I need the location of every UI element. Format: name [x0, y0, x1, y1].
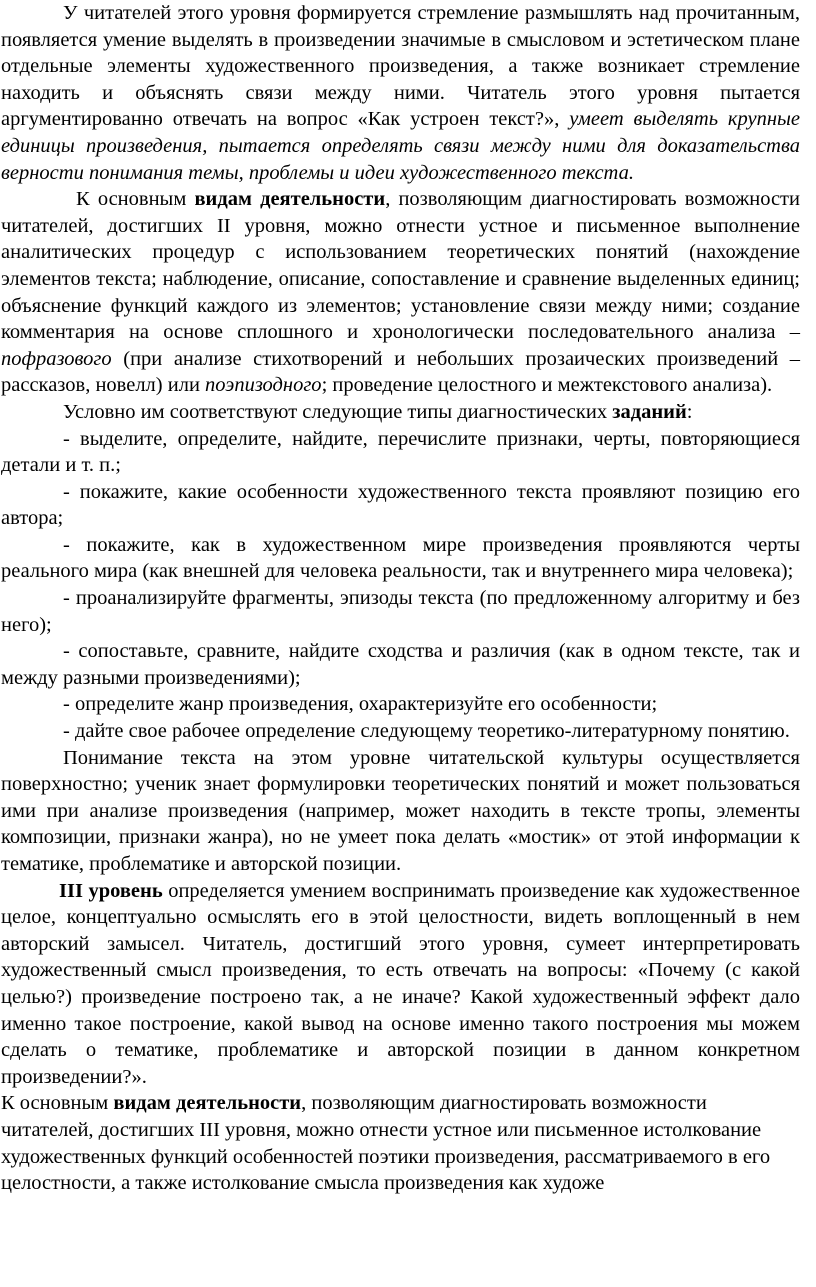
bold-term: видам деятельности [113, 1092, 302, 1115]
paragraph-task-intro: Условно им соответствуют следующие типы диагностических заданий: [63, 400, 693, 423]
task-item: - покажите, какие особенности художественного текста проявляют позицию его автора; [1, 480, 800, 530]
task-item: - дайте свое рабочее определение следующему теоретико-литературному понятию. [63, 720, 790, 743]
italic-phrase: умеет выделять крупные единицы произведения, пытается определять связи между ними для доказательства верности понимания темы, проблемы и идеи художественного текста. [1, 108, 800, 184]
italic-term: поэпизодного [205, 374, 322, 397]
paragraph-understanding: Понимание текста на этом уровне читательской культуры осуществляется поверхностно; ученик знает формулировки теоретических понятий и может пользоваться ими при анализе произведения (например, может находить в тексте тропы, элементы композиции, признаки жанра), но не умеет пока делать «мостик» от этой информации к тематике, проблематике и авторской позиции. [1, 746, 800, 875]
bold-term: видам деятельности [194, 188, 386, 211]
italic-term: пофразового [1, 347, 112, 370]
task-item: - проанализируйте фрагменты, эпизоды текста (по предложенному алгоритму и без него); [1, 587, 800, 636]
bold-heading: III уровень [59, 879, 163, 902]
paragraph-level3: III уровень определяется умением воспринимать произведение как художественное целое, концептуально осмыслять его в этой целостности, видеть воплощенный в нем авторский замысел. Читатель, достигший этого уровня, сумеет интерпретировать художественный смысл произведения, то есть отвечать на вопросы: «Почему (с какой целью?) произведение построено так, а не иначе? Какой художественный эффект дало именно такое построение, какой вывод на основе именно такого построения мы можем сделать о тематике, проблематике и авторской позиции в данном конкретном произведении?». [1, 879, 800, 1088]
paragraph-level3-activities: К основным видам деятельности, позволяющим диагностировать возможности читателей, достигших III уровня, можно отнести устное или письменное истолкование художественных функций особенностей поэтики произведения, рассматриваемого в его целостности, а также истолкование смысла произведения как художе [1, 1092, 771, 1195]
paragraph-level2-description: У читателей этого уровня формируется стремление размышлять над прочитанным, появляется умение выделять в произведении значимые в смысловом и эстетическом плане отдельные элементы художественного произведения, а также возникает стремление находить и объяснять связи между ними. Читатель этого уровня пытается аргументированно отвечать на вопрос «Как устроен текст?», умеет выделять крупные единицы произведения, пытается определять связи между ними для доказательства верности понимания темы, проблемы и идеи художественного текста. [1, 2, 800, 184]
bold-term: заданий [612, 400, 687, 423]
paragraph-level2-activities: К основным видам деятельности, позволяющим диагностировать возможности читателей, достигших II уровня, можно отнести устное и письменное выполнение аналитических процедур с использованием теоретических понятий (нахождение элементов текста; наблюдение, описание, сопоставление и сравнение выделенных единиц; объяснение функций каждого из элементов; установление связи между ними; создание комментария на основе сплошного и хронологически последовательного анализа – пофразового (при анализе стихотворений и небольших прозаических произведений – рассказов, новелл) или поэпизодного; проведение целостного и межтекстового анализа). [1, 188, 800, 397]
task-item: - выделите, определите, найдите, перечислите признаки, черты, повторяющиеся детали и т. п.; [1, 427, 800, 477]
task-item: - определите жанр произведения, охарактеризуйте его особенности; [63, 693, 658, 716]
task-item: - покажите, как в художественном мире произведения проявляются черты реального мира (как внешней для человека реальности, так и внутреннего мира человека); [1, 533, 800, 583]
task-item: - сопоставьте, сравните, найдите сходства и различия (как в одном тексте, так и между разными произведениями); [1, 640, 800, 689]
